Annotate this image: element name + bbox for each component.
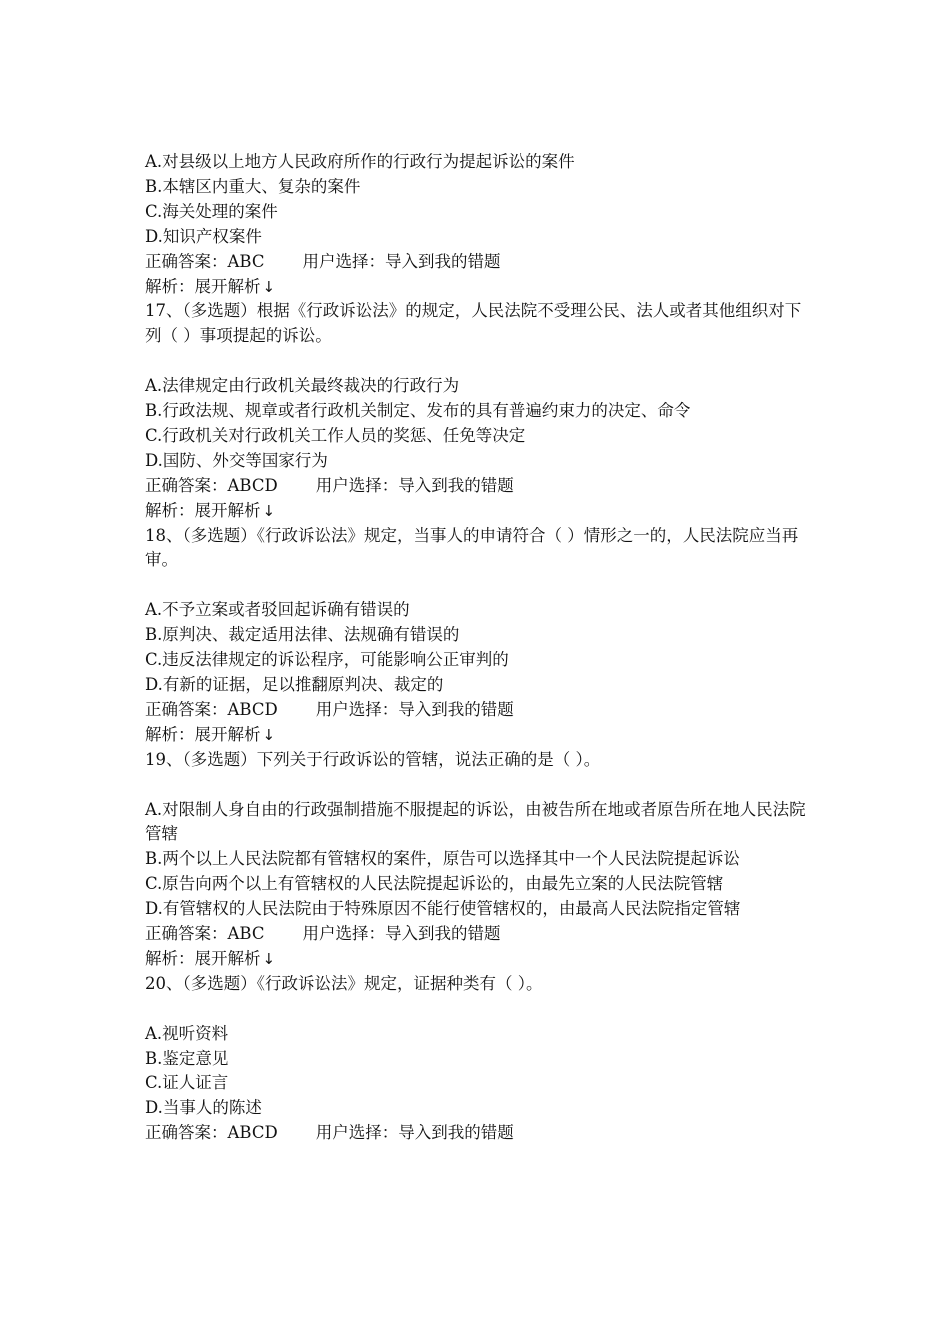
option-b: B.原判决、裁定适用法律、法规确有错误的 bbox=[145, 625, 460, 645]
question-17 bbox=[145, 299, 810, 523]
option-b: B.本辖区内重大、复杂的案件 bbox=[145, 176, 361, 196]
option-c: C.海关处理的案件 bbox=[145, 201, 278, 221]
option-c: C.证人证言 bbox=[145, 1073, 229, 1093]
option-b: B.鉴定意见 bbox=[145, 1048, 229, 1068]
correct-answer-label: 正确答案： bbox=[145, 924, 228, 944]
option-a: A.视听资料 bbox=[145, 1023, 229, 1043]
import-wrong-link[interactable]: 导入到我的错题 bbox=[384, 251, 501, 271]
spacer bbox=[145, 997, 810, 1022]
import-wrong-link[interactable]: 导入到我的错题 bbox=[384, 924, 501, 944]
analysis-label: 解析： bbox=[145, 500, 195, 520]
correct-answer-value: ABC bbox=[227, 251, 265, 271]
user-choice-label: 用户选择： bbox=[302, 924, 385, 944]
option-c: C.行政机关对行政机关工作人员的奖惩、任免等决定 bbox=[145, 425, 526, 445]
answer-row bbox=[145, 1121, 810, 1146]
arrow-down-icon: ↓ bbox=[262, 501, 276, 520]
option-d: D.当事人的陈述 bbox=[145, 1098, 262, 1118]
correct-answer-label: 正确答案： bbox=[145, 475, 228, 495]
document-page bbox=[145, 150, 810, 1146]
import-wrong-link[interactable]: 导入到我的错题 bbox=[398, 699, 514, 719]
question-18 bbox=[145, 524, 810, 748]
analysis-label: 解析： bbox=[145, 276, 195, 296]
expand-analysis-link[interactable]: 展开解析 ↓ bbox=[195, 949, 276, 968]
correct-answer-value: ABC bbox=[227, 924, 265, 944]
option-d: D.有管辖权的人民法院由于特殊原因不能行使管辖权的，由最高人民法院指定管辖 bbox=[145, 899, 741, 919]
option-d: D.国防、外交等国家行为 bbox=[145, 450, 328, 470]
user-choice-label: 用户选择： bbox=[315, 699, 399, 719]
import-wrong-link[interactable]: 导入到我的错题 bbox=[398, 1123, 514, 1143]
analysis-row bbox=[145, 275, 810, 300]
user-choice-label: 用户选择： bbox=[302, 251, 385, 271]
answer-row bbox=[145, 922, 810, 947]
correct-answer-label: 正确答案： bbox=[145, 251, 228, 271]
expand-analysis-link[interactable]: 展开解析 ↓ bbox=[195, 277, 276, 296]
import-wrong-link[interactable]: 导入到我的错题 bbox=[398, 475, 514, 495]
answer-row bbox=[145, 250, 810, 275]
answer-row bbox=[145, 474, 810, 499]
analysis-label: 解析： bbox=[145, 948, 195, 968]
expand-analysis-link[interactable]: 展开解析 ↓ bbox=[195, 501, 276, 520]
expand-analysis-link[interactable]: 展开解析 ↓ bbox=[195, 725, 276, 744]
option-a: A.对县级以上地方人民政府所作的行政行为提起诉讼的案件 bbox=[145, 152, 575, 171]
correct-answer-label: 正确答案： bbox=[145, 699, 228, 719]
correct-answer-value: ABCD bbox=[227, 475, 278, 495]
option-d: D.有新的证据，足以推翻原判决、裁定的 bbox=[145, 675, 444, 694]
option-a: A.法律规定由行政机关最终裁决的行政行为 bbox=[145, 376, 460, 396]
spacer bbox=[145, 349, 810, 374]
spacer bbox=[145, 773, 810, 798]
correct-answer-value: ABCD bbox=[227, 1123, 278, 1143]
user-choice-label: 用户选择： bbox=[315, 475, 399, 495]
arrow-down-icon: ↓ bbox=[262, 277, 276, 296]
option-d: D.知识产权案件 bbox=[145, 226, 262, 246]
option-a: A.不予立案或者驳回起诉确有错误的 bbox=[145, 600, 410, 620]
question-stem: 17、（多选题）根据《行政诉讼法》的规定，人民法院不受理公民、法人或者其他组织对下列（ ）事项提起的诉讼。 bbox=[145, 301, 802, 346]
option-b: B.两个以上人民法院都有管辖权的案件，原告可以选择其中一个人民法院提起诉讼 bbox=[145, 849, 740, 869]
correct-answer-value: ABCD bbox=[227, 699, 278, 719]
analysis-label: 解析： bbox=[145, 724, 195, 744]
analysis-row bbox=[145, 947, 810, 972]
arrow-down-icon: ↓ bbox=[262, 725, 276, 744]
question-16 bbox=[145, 150, 810, 299]
option-b: B.行政法规、规章或者行政机关制定、发布的具有普遍约束力的决定、命令 bbox=[145, 401, 691, 421]
option-c: C.原告向两个以上有管辖权的人民法院提起诉讼的，由最先立案的人民法院管辖 bbox=[145, 874, 724, 894]
user-choice-label: 用户选择： bbox=[315, 1123, 399, 1143]
analysis-row bbox=[145, 499, 810, 524]
answer-row bbox=[145, 698, 810, 723]
question-19 bbox=[145, 748, 810, 972]
correct-answer-label: 正确答案： bbox=[145, 1123, 228, 1143]
option-c: C.违反法律规定的诉讼程序，可能影响公正审判的 bbox=[145, 650, 509, 670]
question-stem: 18、（多选题）《行政诉讼法》规定，当事人的申请符合（ ）情形之一的，人民法院应当再审。 bbox=[145, 525, 799, 570]
arrow-down-icon: ↓ bbox=[262, 949, 276, 968]
spacer bbox=[145, 573, 810, 598]
option-a: A.对限制人身自由的行政强制措施不服提起的诉讼，由被告所在地或者原告所在地人民法院管辖 bbox=[145, 799, 806, 844]
question-stem: 19、（多选题）下列关于行政诉讼的管辖，说法正确的是（ ）。 bbox=[145, 749, 601, 769]
question-20 bbox=[145, 972, 810, 1146]
question-stem: 20、（多选题）《行政诉讼法》规定，证据种类有（ ）。 bbox=[145, 973, 543, 993]
analysis-row bbox=[145, 723, 810, 748]
